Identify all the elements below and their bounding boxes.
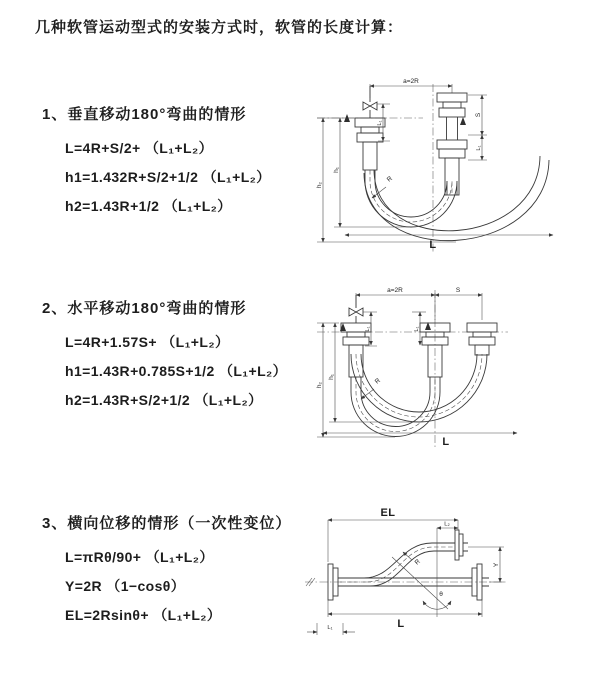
section-1 <box>42 103 271 221</box>
dim-label-el: EL <box>380 507 396 519</box>
hose-position-2 <box>364 156 549 241</box>
formula-line: L=πRθ/90+ （L₁+L₂） <box>65 549 214 565</box>
right-fitting <box>467 323 497 355</box>
formula-line: L=4R+1.57S+ （L₁+L₂） <box>65 334 230 350</box>
dim-h1 <box>333 118 409 227</box>
dim-s <box>468 95 487 160</box>
dim-l <box>323 433 517 448</box>
dim-label-r: R <box>373 377 382 386</box>
dim-label-r: R <box>413 558 422 567</box>
braided-hose-section <box>475 345 489 355</box>
dim-label-l: L <box>429 239 437 251</box>
lateral-displacement-diagram <box>300 497 590 652</box>
dim-label-a2r: a=2R <box>387 287 403 294</box>
section-3-formulas <box>65 543 291 630</box>
dim-label-r: R <box>385 175 394 184</box>
section-2-formulas <box>65 328 287 415</box>
dim-l1-left <box>363 312 377 346</box>
dim-label-l1: L₁ <box>414 326 420 332</box>
section-1-formulas <box>65 134 271 221</box>
top-right-flange <box>455 530 468 560</box>
horizontal-bend-diagram <box>313 282 588 452</box>
hose-position-1 <box>365 170 457 227</box>
dim-l1 <box>307 623 355 635</box>
right-fitting <box>437 93 467 195</box>
dim-label-s: S <box>475 112 482 118</box>
hose-position-2 <box>340 543 455 586</box>
vertical-bend-diagram <box>315 70 585 260</box>
braided-hose-section <box>363 142 377 170</box>
dim-label-l1: L₁ <box>476 145 482 151</box>
dim-h2 <box>316 118 456 242</box>
section-3-heading: 3、横向位移的情形（一次性变位） <box>42 515 292 532</box>
formula-line: Y=2R （1−cosθ） <box>65 578 186 594</box>
dim-label-l2: L₂ <box>444 521 450 528</box>
dim-y <box>468 547 504 582</box>
dim-label-y: Y <box>493 562 500 568</box>
dim-label-l1: L₁ <box>327 625 333 631</box>
dim-label-theta: θ <box>439 591 443 598</box>
formula-line: h2=1.43R+1/2 （L₁+L₂） <box>65 198 232 214</box>
dim-label-l1: L₁ <box>365 326 371 332</box>
dim-label-h1: h₁ <box>333 167 340 173</box>
section-2 <box>42 297 287 415</box>
formula-line: h2=1.43R+S/2+1/2 （L₁+L₂） <box>65 392 263 408</box>
dim-h1 <box>328 323 417 422</box>
dim-a2r <box>370 78 452 98</box>
formula-line: L=4R+S/2+ （L₁+L₂） <box>65 140 213 156</box>
flow-arrow-icon <box>460 117 466 125</box>
valve-icon <box>349 295 363 323</box>
dim-l <box>328 600 482 630</box>
valve-icon <box>363 86 377 118</box>
section-1-heading: 1、垂直移动180°弯曲的情形 <box>42 106 247 123</box>
formula-line: h1=1.43R+0.785S+1/2 （L₁+L₂） <box>65 363 288 379</box>
formula-line: EL=2Rsinθ+ （L₁+L₂） <box>65 607 222 623</box>
dim-label-h2: h₂ <box>316 381 323 389</box>
centerlines <box>317 290 508 447</box>
dim-label-h2: h₂ <box>316 181 323 189</box>
dim-label-l1: L₁ <box>377 120 383 126</box>
dim-a2r <box>356 287 482 320</box>
dim-label-l: L <box>442 436 450 448</box>
dim-label-l: L <box>397 618 405 630</box>
section-3 <box>42 512 291 630</box>
dim-el <box>328 507 458 562</box>
dim-l1-middle <box>412 312 426 345</box>
dim-label-s: S <box>455 287 461 294</box>
dim-l1-left <box>377 104 390 141</box>
hose-position-2 <box>351 354 487 422</box>
page-title: 几种软管运动型式的安装方式时，软管的长度计算： <box>35 19 404 36</box>
dim-l <box>345 235 553 251</box>
formula-line: h1=1.432R+S/2+1/2 （L₁+L₂） <box>65 169 271 185</box>
dim-label-h1: h₁ <box>328 374 335 380</box>
dim-label-a2r: a=2R <box>403 78 419 85</box>
section-2-heading: 2、水平移动180°弯曲的情形 <box>42 300 247 317</box>
dim-radius <box>392 552 448 609</box>
